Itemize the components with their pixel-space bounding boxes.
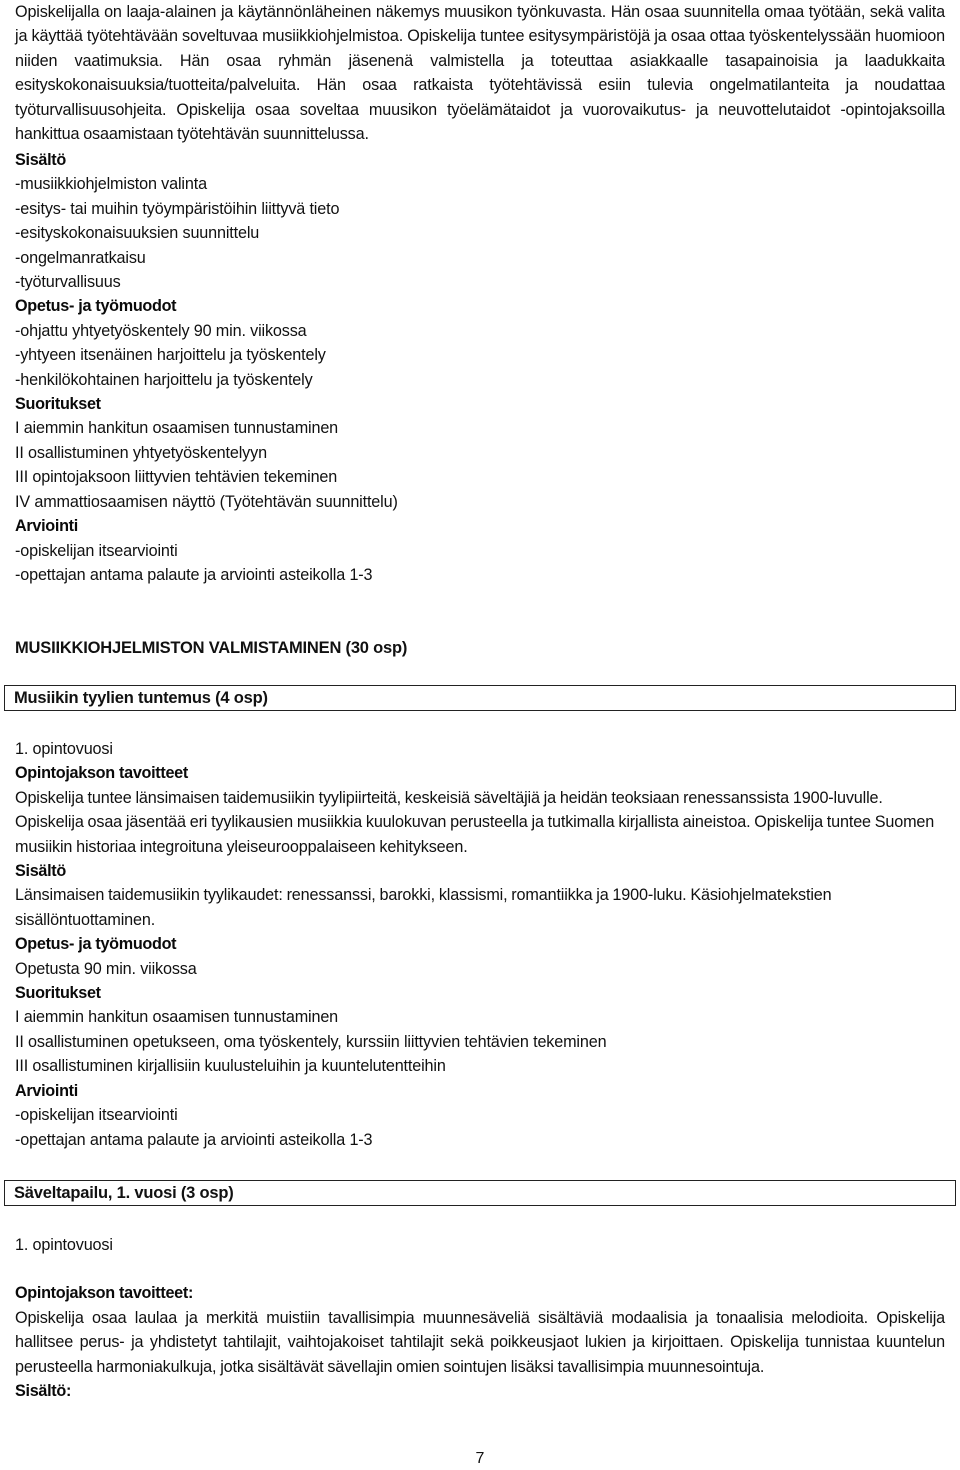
goals-heading: Opintojakson tavoitteet: bbox=[15, 1284, 194, 1303]
goals-heading: Opintojakson tavoitteet bbox=[15, 764, 188, 783]
list-item: -ohjattu yhtyetyöskentely 90 min. viikossa bbox=[15, 321, 307, 340]
study-year: 1. opintovuosi bbox=[15, 1236, 113, 1254]
list-item: -työturvallisuus bbox=[15, 273, 121, 292]
list-item: II osallistuminen yhtyetyöskentelyyn bbox=[15, 443, 267, 462]
suoritukset-heading: Suoritukset bbox=[15, 984, 101, 1003]
arviointi-heading: Arviointi bbox=[15, 1081, 78, 1100]
suoritukset-heading: Suoritukset bbox=[15, 395, 101, 414]
intro-paragraph bbox=[15, 0, 945, 146]
sisalto-text: Länsimaisen taidemusiikin tyylikaudet: renessanssi, barokki, klassismi, romantiikka ja 1900-luku. Käsiohjelmatekstien sisällöntuottaminen. bbox=[15, 886, 832, 929]
list-item: -opiskelijan itsearviointi bbox=[15, 1106, 178, 1125]
course-title: Musiikin tyylien tuntemus (4 osp) bbox=[14, 689, 268, 707]
spacer bbox=[15, 1257, 945, 1281]
list-item: III osallistuminen kirjallisiin kuulusteluihin ja kuuntelutentteihin bbox=[15, 1057, 446, 1076]
list-item: -yhtyeen itsenäinen harjoittelu ja työskentely bbox=[15, 346, 326, 365]
study-year: 1. opintovuosi bbox=[15, 740, 113, 758]
opetus-heading: Opetus- ja työmuodot bbox=[15, 935, 177, 954]
list-item: III opintojaksoon liittyvien tehtävien tekeminen bbox=[15, 468, 338, 487]
opetus-heading: Opetus- ja työmuodot bbox=[15, 297, 177, 316]
course-title-box bbox=[4, 685, 956, 711]
block1 bbox=[15, 148, 945, 587]
goals-text: Opiskelija tuntee länsimaisen taidemusiikin tyylipiirteitä, keskeisiä säveltäjiä ja heidän teoksiaan renessanssista 1900-luvulle. Opiskelija osaa jäsentää eri tyylikausien musiikkia kuulokuvan perusteella ja tutkimalla kirjallista aineistoa. Opiskelija tuntee Suomen musiikin historiaa integroituna yleiseurooppalaiseen kehitykseen. bbox=[15, 788, 935, 856]
sisalto-heading: Sisältö bbox=[15, 862, 66, 881]
course1-body bbox=[15, 737, 945, 1152]
arviointi-heading: Arviointi bbox=[15, 517, 78, 536]
list-item: -opettajan antama palaute ja arviointi asteikolla 1-3 bbox=[15, 565, 373, 584]
main-section-heading: MUSIIKKIOHJELMISTON VALMISTAMINEN (30 osp) bbox=[15, 639, 408, 657]
list-item: -opettajan antama palaute ja arviointi asteikolla 1-3 bbox=[15, 1130, 373, 1149]
intro-text: Opiskelijalla on laaja-alainen ja käytännönläheinen näkemys muusikon työnkuvasta. Hän osaa suunnitella omaa työtään, sekä valita ja käyttää työtehtävään soveltuvaa musiikkiohjelmistoa. Opiskelija tuntee esitysympäristöjä ja osaa ottaa työskentelyssään huomioon niiden vaatimuksia. Hän osaa ryhmän jäsenenä valmistella ja toteuttaa asiakkaalle tasapainoisia ja laadukkaita esityskokonaisuuksia/tuotteita/palveluita. Hän osaa ratkaista työtehtävissä esiin tulevia ongelmatilanteita ja noudattaa työturvallisuusohjeita. Opiskelija osaa soveltaa muusikon työelämätaidot ja vuorovaikutus- ja neuvottelutaidot -opintojaksoilla hankittua osaamistaan työtehtävän suunnittelussa. bbox=[15, 3, 945, 144]
opetus-text: Opetusta 90 min. viikossa bbox=[15, 959, 197, 978]
sisalto-heading: Sisältö bbox=[15, 151, 66, 169]
list-item: -opiskelijan itsearviointi bbox=[15, 541, 178, 560]
list-item: -esitys- tai muihin työympäristöihin liittyvä tieto bbox=[15, 199, 340, 218]
list-item: I aiemmin hankitun osaamisen tunnustaminen bbox=[15, 419, 339, 438]
list-item: -esityskokonaisuuksien suunnittelu bbox=[15, 224, 260, 243]
goals-text: Opiskelija osaa laulaa ja merkitä muistiin tavallisimpia muunnesäveliä sisältäviä modaalisia ja tonaalisia melodioita. Opiskelija hallitsee perus- ja yhdistetyt tahtilajit, vaihtojakoiset tahtilajit sekä poikkeusjaot lukien ja kirjoittaen. Opiskelija tunnistaa kuuntelun perusteella harmoniakulkuja, jotka sisältävät sävellajin omien sointujen lisäksi tavallisimpia muunnesointuja. bbox=[15, 1308, 945, 1376]
course-title: Säveltapailu, 1. vuosi (3 osp) bbox=[14, 1184, 234, 1202]
list-item: -ongelmanratkaisu bbox=[15, 248, 146, 267]
sisalto-heading: Sisältö: bbox=[15, 1382, 72, 1401]
list-item: IV ammattiosaamisen näyttö (Työtehtävän suunnittelu) bbox=[15, 492, 398, 511]
list-item: -henkilökohtainen harjoittelu ja työskentely bbox=[15, 370, 313, 389]
list-item: II osallistuminen opetukseen, oma työskentely, kurssiin liittyvien tehtävien tekeminen bbox=[15, 1032, 607, 1051]
course-title-box bbox=[4, 1180, 956, 1206]
list-item: I aiemmin hankitun osaamisen tunnustaminen bbox=[15, 1008, 339, 1027]
page-number: 7 bbox=[475, 1450, 485, 1467]
list-item: -musiikkiohjelmiston valinta bbox=[15, 175, 207, 194]
course2-body bbox=[15, 1233, 945, 1403]
